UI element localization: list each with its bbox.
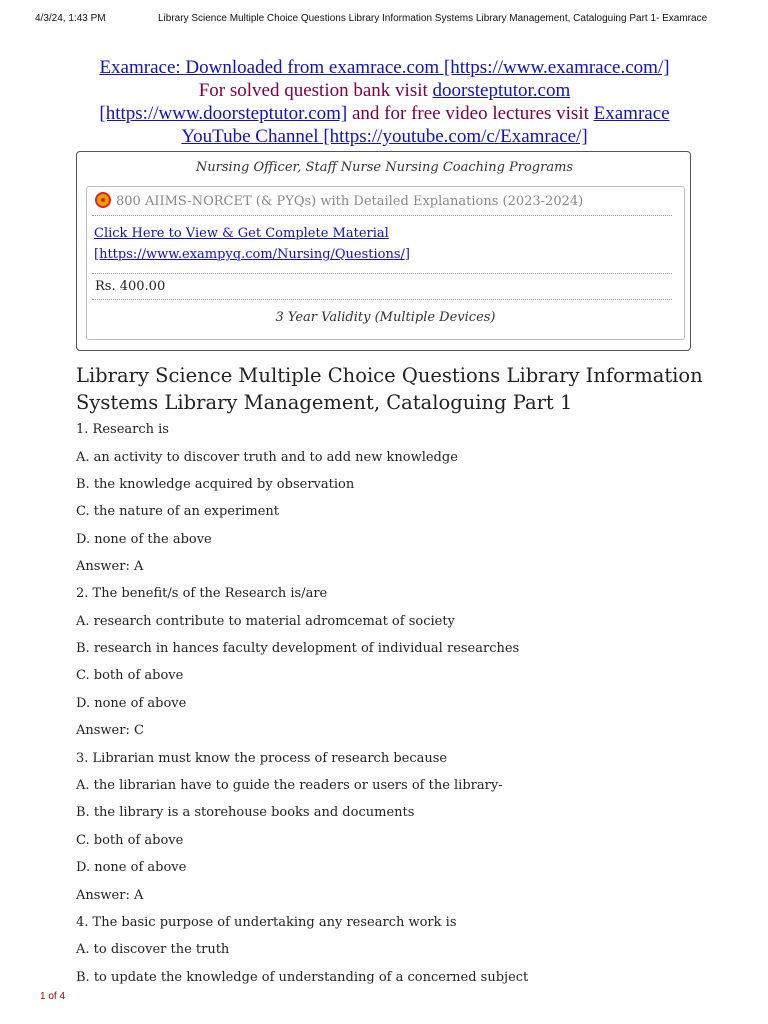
content-line: C. both of above xyxy=(76,833,184,848)
youtube-channel-link[interactable]: YouTube Channel [https://youtube.com/c/Examrace/] xyxy=(181,126,588,147)
product-name: 800 AIIMS-NORCET (& PYQs) with Detailed Explanations (2023-2024) xyxy=(116,194,584,209)
price: Rs. 400.00 xyxy=(95,279,166,294)
ad-box-title: Nursing Officer, Staff Nurse Nursing Coaching Programs xyxy=(195,160,574,175)
examrace-link[interactable]: Examrace: Downloaded from examrace.com [https://www.examrace.com/] xyxy=(99,57,670,78)
promo-line-4 xyxy=(76,125,693,148)
promo-text-2: and for free video lectures visit xyxy=(347,103,594,124)
content-line: A. to discover the truth xyxy=(76,942,230,957)
content-line: Answer: A xyxy=(76,559,144,574)
content-line: 4. The basic purpose of undertaking any research work is xyxy=(76,915,457,930)
examrace-youtube-link[interactable]: Examrace xyxy=(593,103,670,124)
print-date: 4/3/24, 1:43 PM xyxy=(35,13,106,24)
content-line: B. the knowledge acquired by observation xyxy=(76,477,355,492)
promo-line-3 xyxy=(76,102,693,125)
divider xyxy=(92,299,672,300)
content-line: B. to update the knowledge of understanding of a concerned subject xyxy=(76,970,529,985)
content-line: 1. Research is xyxy=(76,422,169,437)
content-line: D. none of above xyxy=(76,696,187,711)
content-line: 3. Librarian must know the process of research because xyxy=(76,751,448,766)
divider xyxy=(92,215,672,216)
promo-line-1[interactable] xyxy=(76,56,693,79)
print-page-title: Library Science Multiple Choice Questions Library Information Systems Library Management, Cataloguing Part 1- Examrace xyxy=(158,13,708,24)
content-line: A. research contribute to material adromcemat of society xyxy=(76,614,455,629)
validity-text: 3 Year Validity (Multiple Devices) xyxy=(275,310,496,325)
content-line: D. none of the above xyxy=(76,532,212,547)
divider xyxy=(92,273,672,274)
content-line: D. none of above xyxy=(76,860,187,875)
get-material-link[interactable]: Click Here to View & Get Complete Material xyxy=(94,226,389,241)
exampyq-url-link[interactable]: [https://www.exampyq.com/Nursing/Questions/] xyxy=(94,247,410,262)
doorsteptutor-url-link[interactable]: [https://www.doorsteptutor.com] xyxy=(99,103,348,124)
target-icon xyxy=(95,192,111,208)
content-line: B. research in hances faculty development of individual researches xyxy=(76,641,520,656)
page-number: 1 of 4 xyxy=(40,991,66,1002)
promo-text: For solved question bank visit xyxy=(198,80,433,101)
content-line: Answer: C xyxy=(76,723,144,738)
promo-line-2 xyxy=(76,79,693,102)
content-line: A. an activity to discover truth and to add new knowledge xyxy=(76,450,458,465)
content-line: C. both of above xyxy=(76,668,184,683)
content-line: Answer: A xyxy=(76,888,144,903)
page-title: Library Science Multiple Choice Questions Library Information Systems Library Management, Cataloguing Part 1 xyxy=(76,364,703,414)
content-line: C. the nature of an experiment xyxy=(76,504,279,519)
product-row xyxy=(95,192,583,209)
doorsteptutor-link[interactable]: doorsteptutor.com xyxy=(432,80,571,101)
content-line: B. the library is a storehouse books and documents xyxy=(76,805,415,820)
content-line: A. the librarian have to guide the readers or users of the library- xyxy=(76,778,503,793)
content-line: 2. The benefit/s of the Research is/are xyxy=(76,586,328,601)
